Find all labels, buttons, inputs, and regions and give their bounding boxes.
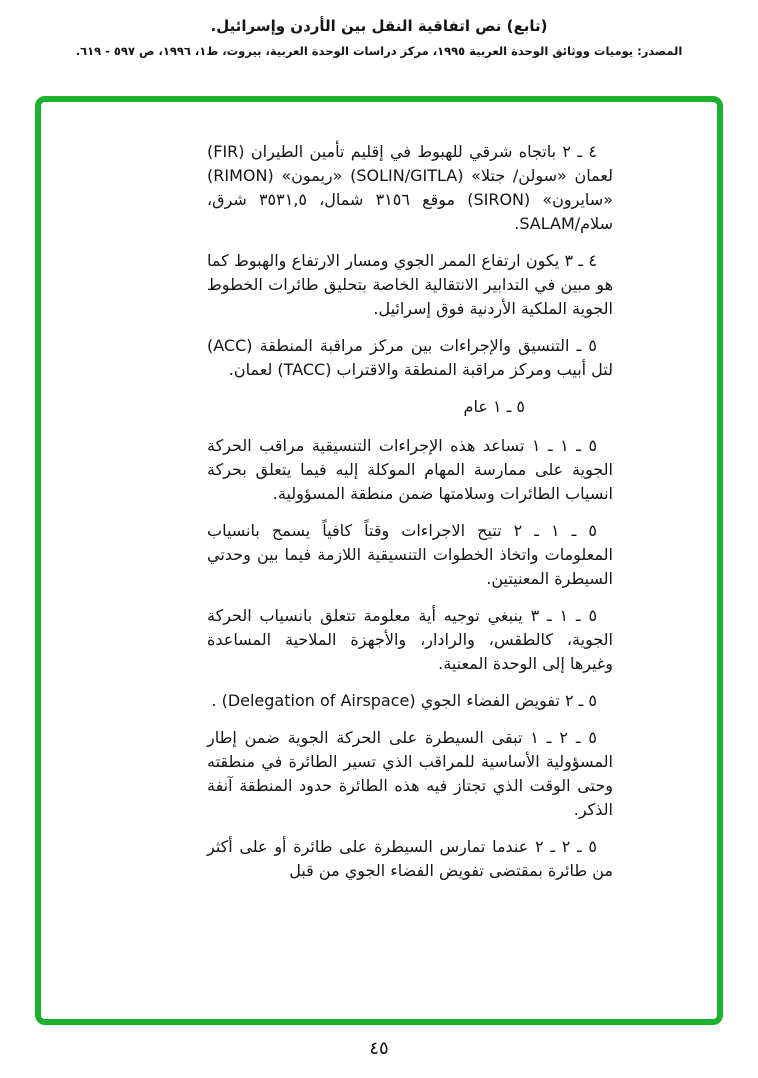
- page-number: ٤٥: [369, 1038, 389, 1059]
- page-header: [0, 17, 758, 58]
- paragraph-5-1-1: ٥ ـ ١ ـ ١ تساعد هذه الإجراءات التنسيقية مراقب الحركة الجوية على ممارسة المهام الموكلة إليه فيما يتعلق بحركة انسياب الطائرات وسلامتها ضمن منطقة المسؤولية.: [207, 436, 613, 503]
- document-body: [207, 140, 613, 896]
- paragraph-5-2-2: ٥ ـ ٢ ـ ٢ عندما تمارس السيطرة على طائرة أو على أكثر من طائرة بمقتضى تفويض الفضاء الجوي من قبل: [207, 837, 613, 880]
- section-heading-5-1: ٥ ـ ١ عام: [463, 397, 525, 416]
- paragraph-5-1-3: ٥ ـ ١ ـ ٣ ينبغي توجيه أية معلومة تتعلق بانسياب الحركة الجوية، كالطقس، والرادار، والأجهزة الملاحية المساعدة وغيرها إلى الوحدة المعنية.: [207, 606, 613, 673]
- paragraph-4-3: ٤ ـ ٣ يكون ارتفاع الممر الجوي ومسار الارتفاع والهبوط كما هو مبين في التدابير الانتقالية الخاصة بتحليق طائرات الخطوط الجوية الملكية الأردنية فوق إسرائيل.: [207, 251, 613, 318]
- source-citation: المصدر: يوميات ووثائق الوحدة العربية ١٩٩٥، مركز دراسات الوحدة العربية، بيروت، ط١، ١٩٩٦، ص ٥٩٧ - ٦١٩.: [75, 44, 683, 58]
- green-border-frame: [35, 96, 723, 1025]
- paragraph-5: ٥ ـ التنسيق والإجراءات بين مركز مراقبة المنطقة (ACC) لتل أبيب ومركز مراقبة المنطقة والاقتراب (TACC) لعمان.: [207, 336, 613, 379]
- document-title: (تابع) نص اتفاقية النقل بين الأردن وإسرائيل.: [210, 17, 548, 35]
- paragraph-5-2-1: ٥ ـ ٢ ـ ١ تبقى السيطرة على الحركة الجوية ضمن إطار المسؤولية الأساسية للمراقب الذي تسير الطائرة في منطقته وحتى الوقت الذي تجتاز فيه هذه الطائرة حدود المنطقة آنفة الذكر.: [207, 728, 613, 819]
- paragraph-5-1-2: ٥ ـ ١ ـ ٢ تتيح الاجراءات وقتاً كافياً يسمح بانسياب المعلومات واتخاذ الخطوات التنسيقية اللازمة فيما بين وحدتي السيطرة المعنيتين.: [207, 521, 613, 588]
- paragraph-5-2: ٥ ـ ٢ تفويض الفضاء الجوي (Delegation of Airspace) .: [211, 691, 597, 710]
- paragraph-4-2: ٤ ـ ٢ باتجاه شرقي للهبوط في إقليم تأمين الطيران (FIR) لعمان «سولن/ جتلا» (SOLIN/GITLA) «ريمون» (RIMON) «سايرون» (SIRON) موقع ٣١٥٦ شمال، ٣٥٣١,٥ شرق، سلام/SALAM.: [207, 142, 613, 233]
